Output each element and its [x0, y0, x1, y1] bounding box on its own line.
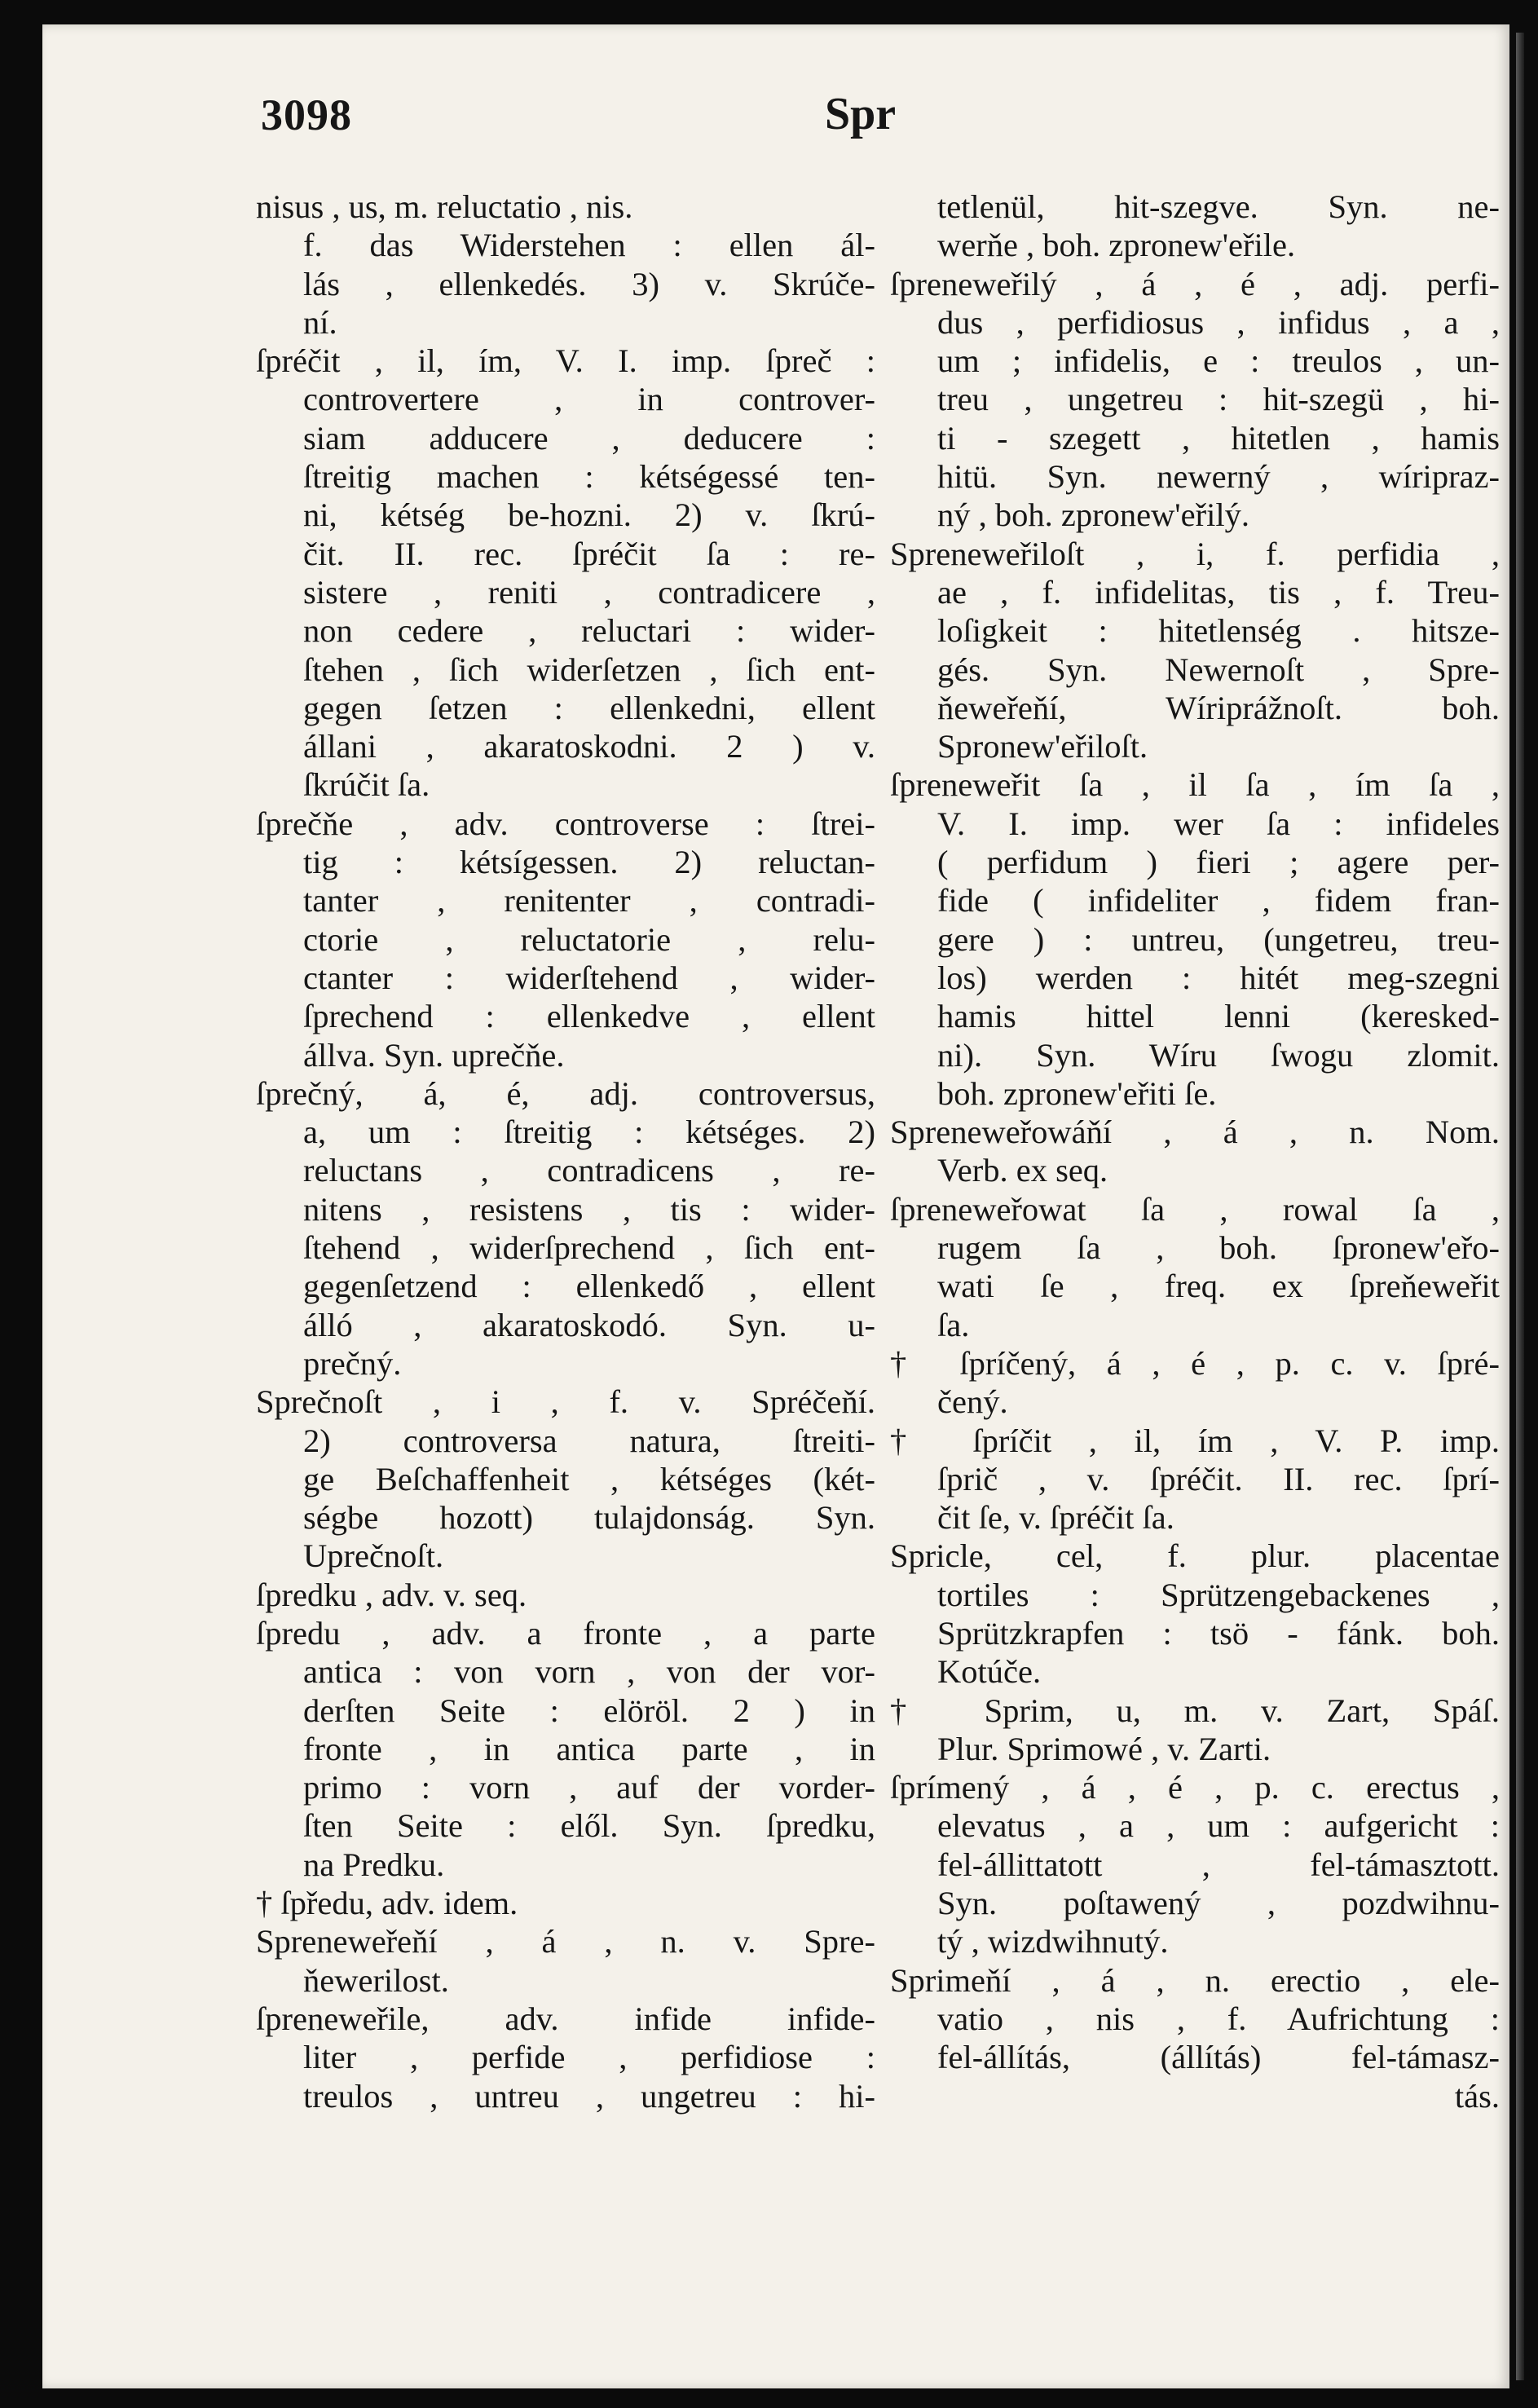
- entry-line: tortiles : Sprützengebackenes ,: [937, 1576, 1500, 1613]
- entry-line: ni, kétség be-hozni. 2) v. ſkrú-: [303, 496, 875, 534]
- entry-line: fel-állítás, (állítás) fel-támasz-: [937, 2039, 1500, 2076]
- entry-line: nitens , resistens , tis : wider-: [303, 1190, 875, 1228]
- entry-line: ge Beſchaffenheit , kétséges (két-: [303, 1460, 875, 1497]
- entry-line: reluctans , contradicens , re-: [303, 1152, 875, 1189]
- entry-line: dus , perfidiosus , infidus , a ,: [937, 303, 1500, 341]
- entry-line: Sprimeňí , á , n. erectio , ele-: [890, 1961, 1500, 1999]
- entry-line: ný , boh. zpronew'eřilý.: [937, 496, 1249, 534]
- entry-line: na Predku.: [303, 1846, 445, 1883]
- entry-line: Sprečnoſt , i , f. v. Spréčeňí.: [256, 1383, 875, 1421]
- entry-line: ctanter : widerſtehend , wider-: [303, 959, 875, 996]
- entry-line: ae , f. infidelitas, tis , f. Treu-: [937, 573, 1500, 611]
- entry-line: V. I. imp. wer ſa : infideles: [937, 805, 1500, 842]
- entry-line: derſten Seite : elöröl. 2 ) in: [303, 1691, 875, 1729]
- entry-line: controvertere , in controver-: [303, 381, 875, 418]
- entry-line: lás , ellenkedés. 3) v. Skrúče-: [303, 265, 875, 302]
- entry-line: ſprechend : ellenkedve , ellent: [303, 998, 875, 1035]
- entry-line: ſtehend , widerſprechend , ſich ent-: [303, 1229, 875, 1267]
- entry-line: gere ) : untreu, (ungetreu, treu-: [937, 920, 1500, 958]
- entry-line: nisus , us, m. reluctatio , nis.: [256, 188, 633, 225]
- entry-line: ſtreitig machen : kétségessé ten-: [303, 458, 875, 496]
- entry-line: f. das Widerstehen : ellen ál-: [303, 227, 875, 264]
- entry-line: gés. Syn. Newernoſt , Spre-: [937, 651, 1500, 688]
- entry-line: fronte , in antica parte , in: [303, 1730, 875, 1767]
- entry-line: † ſpríčený, á , é , p. c. v. ſpré-: [890, 1344, 1500, 1382]
- entry-line: ſpredu , adv. a fronte , a parte: [256, 1614, 875, 1652]
- entry-line: tig : kétsígessen. 2) reluctan-: [303, 844, 875, 881]
- entry-line: rugem ſa , boh. ſpronew'eřo-: [937, 1229, 1500, 1267]
- entry-line: wati ſe , freq. ex ſpreňeweřit: [937, 1268, 1500, 1305]
- entry-line: hitü. Syn. newerný , wíriprаz-: [937, 458, 1500, 496]
- entry-line: ňeweřeňí, Wíriprážnoſt. boh.: [937, 689, 1500, 726]
- entry-line: ſprímený , á , é , p. c. erectus ,: [890, 1769, 1500, 1806]
- entry-line: antica : von vorn , von der vor-: [303, 1653, 875, 1691]
- entry-line: † ſpředu, adv. idem.: [256, 1885, 518, 1922]
- page-number: 3098: [261, 90, 352, 139]
- entry-line: Spreneweřiloſt , i, f. perfidia ,: [890, 535, 1500, 572]
- entry-line: ctorie , reluctatorie , relu-: [303, 920, 875, 958]
- page-edge: [1516, 33, 1524, 2380]
- entry-line: állani , akaratoskodni. 2 ) v.: [303, 728, 875, 765]
- entry-line: ſkrúčit ſa.: [303, 766, 430, 804]
- entry-line: ſten Seite : elől. Syn. ſpredku,: [303, 1807, 875, 1845]
- entry-line: čit. II. rec. ſpréčit ſa : re-: [303, 535, 875, 572]
- entry-line: treulos , untreu , ungetreu : hi-: [303, 2077, 875, 2115]
- entry-line: ségbe hozott) tulajdonság. Syn.: [303, 1499, 875, 1537]
- entry-line: hamis hittel lenni (keresked-: [937, 998, 1500, 1035]
- entry-line: álló , akaratoskodó. Syn. u-: [303, 1306, 875, 1343]
- entry-line: Syn. poſtawený , pozdwihnu-: [937, 1885, 1500, 1922]
- entry-line: elevatus , a , um : aufgericht :: [937, 1807, 1500, 1845]
- entry-line: tás.: [1454, 2077, 1500, 2115]
- entry-line: ti - szegett , hitetlen , hamis: [937, 419, 1500, 456]
- entry-line: ſa.: [937, 1306, 970, 1343]
- entry-line: Spronew'eřiloſt.: [937, 728, 1148, 765]
- entry-line: tý , wizdwihnutý.: [937, 1923, 1169, 1960]
- dictionary-page: [42, 24, 1509, 2388]
- entry-line: boh. zpronew'eřiti ſe.: [937, 1074, 1217, 1112]
- entry-line: Sprützkrapfen : tsö - fánk. boh.: [937, 1614, 1500, 1652]
- left-column: [256, 187, 875, 2115]
- entry-line: Plur. Sprimowé , v. Zarti.: [937, 1730, 1271, 1767]
- entry-line: um ; infidelis, e : treulos , un-: [937, 342, 1500, 380]
- running-head: Spr: [825, 89, 897, 139]
- entry-line: ſpredku , adv. v. seq.: [256, 1576, 527, 1613]
- entry-line: tetlenül, hit-szegve. Syn. ne-: [937, 188, 1500, 225]
- entry-line: Uprečnoſt.: [303, 1537, 444, 1575]
- entry-line: liter , perfide , perfidiose :: [303, 2039, 875, 2076]
- entry-line: ſpréčit , il, ím, V. I. imp. ſpreč :: [256, 342, 875, 380]
- entry-line: Spreneweřowáňí , á , n. Nom.: [890, 1114, 1500, 1151]
- entry-line: ní.: [303, 303, 337, 341]
- entry-line: ni). Syn. Wíru ſwogu zlomit.: [937, 1036, 1500, 1074]
- entry-line: Spricle, cel, f. plur. placentae: [890, 1537, 1500, 1575]
- entry-line: ſpreneweřit ſa , il ſa , ím ſa ,: [890, 766, 1500, 804]
- entry-line: ňewerilost.: [303, 1961, 449, 1999]
- entry-line: loſigkeit : hitetlenség . hitsze-: [937, 612, 1500, 650]
- entry-line: gegen ſetzen : ellenkedni, ellent: [303, 689, 875, 726]
- entry-line: Kotúče.: [937, 1653, 1042, 1691]
- entry-line: állva. Syn. uprečňe.: [303, 1036, 565, 1074]
- entry-line: ſpreneweřilý , á , é , adj. perfi-: [890, 265, 1500, 302]
- entry-line: čit ſe, v. ſpréčit ſa.: [937, 1499, 1174, 1537]
- entry-line: ( perfidum ) fieri ; agere per-: [937, 844, 1500, 881]
- entry-line: ſtehen , ſich widerſetzen , ſich ent-: [303, 651, 875, 688]
- entry-line: non cedere , reluctari : wider-: [303, 612, 875, 650]
- entry-line: ſprečňe , adv. controverse : ſtrei-: [256, 805, 875, 842]
- entry-line: siam adducere , deducere :: [303, 419, 875, 456]
- entry-line: primo : vorn , auf der vorder-: [303, 1769, 875, 1806]
- entry-line: los) werden : hitét meg-szegni: [937, 959, 1500, 996]
- page-header: [42, 78, 1509, 152]
- entry-line: 2) controversa natura, ſtreiti-: [303, 1422, 875, 1459]
- entry-line: gegenſetzend : ellenkedő , ellent: [303, 1268, 875, 1305]
- entry-line: ſprečný, á, é, adj. controversus,: [256, 1074, 875, 1112]
- entry-line: čený.: [937, 1383, 1008, 1421]
- entry-line: † ſpríčit , il, ím , V. P. imp.: [890, 1422, 1500, 1459]
- entry-line: treu , ungetreu : hit-szegü , hi-: [937, 381, 1500, 418]
- entry-line: sistere , reniti , contradicere ,: [303, 573, 875, 611]
- entry-line: ſprič , v. ſpréčit. II. rec. ſprí-: [937, 1460, 1500, 1497]
- entry-line: ſpreneweřowat ſa , rowal ſa ,: [890, 1190, 1500, 1228]
- entry-line: a, um : ſtreitig : kétséges. 2): [303, 1114, 875, 1151]
- entry-line: prečný.: [303, 1344, 402, 1382]
- entry-line: Verb. ex seq.: [937, 1152, 1108, 1189]
- entry-line: fel-állittatott , fel-támasztott.: [937, 1846, 1500, 1883]
- entry-line: werňe , boh. zpronew'eřile.: [937, 227, 1296, 264]
- entry-line: Spreneweřeňí , á , n. v. Spre-: [256, 1923, 875, 1960]
- entry-line: vatio , nis , f. Aufrichtung :: [937, 2000, 1500, 2037]
- entry-line: ſpreneweřile, adv. infide infide-: [256, 2000, 875, 2037]
- entry-line: tanter , renitenter , contradi-: [303, 882, 875, 920]
- right-column: [890, 187, 1500, 2115]
- entry-line: fide ( infideliter , fidem fran-: [937, 882, 1500, 920]
- entry-line: † Sprim, u, m. v. Zart, Spáſ.: [890, 1691, 1500, 1729]
